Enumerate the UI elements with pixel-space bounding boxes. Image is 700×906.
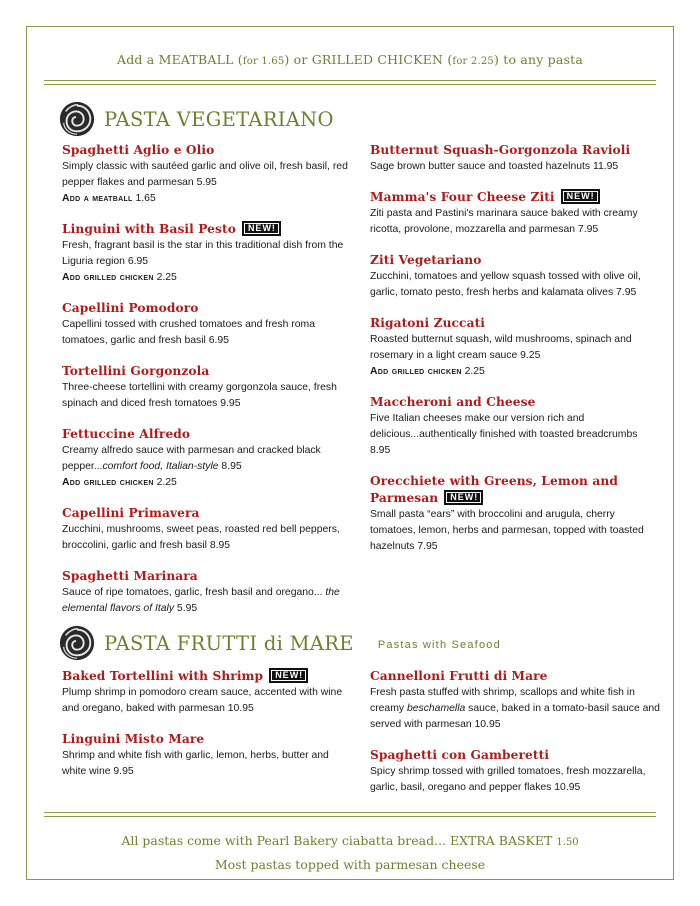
item-name-text: Spaghetti Marinara xyxy=(62,569,198,583)
item-name-text: Rigatoni Zuccati xyxy=(370,316,486,330)
addon-label: Add grilled chicken xyxy=(370,366,462,377)
addon-price: 2.25 xyxy=(156,272,177,283)
item-description: Capellini tossed with crushed tomatoes and fresh roma tomatoes, garlic and fresh basil 6.95 xyxy=(62,319,315,346)
add-on-note: Add a MEATBALL (for 1.65) or GRILLED CHICKEN (for 2.25) to any pasta xyxy=(116,52,584,67)
menu-item xyxy=(62,363,352,412)
item-name-text: Tortellini Gorgonzola xyxy=(62,364,210,378)
item-name xyxy=(62,363,352,380)
item-name xyxy=(370,473,660,507)
item-name xyxy=(62,221,352,238)
item-name-text: Cannelloni Frutti di Mare xyxy=(370,669,548,683)
desc-price: sauce, baked in a tomato-basil sauce and served with parmesan 10.95 xyxy=(370,703,660,730)
menu-item xyxy=(62,221,352,286)
desc-text: Creamy alfredo sauce with parmesan and cracked black pepper... xyxy=(62,445,321,472)
menu-item xyxy=(370,315,660,380)
item-description: Small pasta “ears” with broccolini and arugula, cherry tomatoes, lemon, herbs and parmesan, topped with toasted hazelnuts 7.95 xyxy=(370,509,644,552)
item-name-text: Ziti Vegetariano xyxy=(370,253,482,267)
item-name-text: Spaghetti con Gamberetti xyxy=(370,748,550,762)
item-description: Sage brown butter sauce and toasted hazelnuts 11.95 xyxy=(370,161,619,172)
section-subtitle: Pastas with Seafood xyxy=(377,639,501,651)
addon-label: Add a meatball xyxy=(62,193,133,204)
menu-item xyxy=(370,252,660,301)
item-description: Ziti pasta and Pastini's marinara sauce baked with creamy ricotta, provolone, mozzarella and parmesan 7.95 xyxy=(370,208,638,235)
menu-item xyxy=(62,505,352,554)
item-description: Spicy shrimp tossed with grilled tomatoes, fresh mozzarella, garlic, basil, oregano and pepper flakes 10.95 xyxy=(370,766,646,793)
desc-emphasis: the elemental flavors of Italy xyxy=(62,587,340,614)
addon-line xyxy=(370,364,660,380)
menu-item xyxy=(62,426,352,491)
menu-item xyxy=(370,668,660,733)
desc-text: Sauce of ripe tomatoes, garlic, fresh basil and oregano... xyxy=(62,587,326,598)
addon-line xyxy=(62,475,352,491)
item-name-text: Mamma's Four Cheese Ziti xyxy=(370,190,555,204)
desc-emphasis: beschamella xyxy=(406,703,466,714)
desc-price: 8.95 xyxy=(218,461,242,472)
item-name xyxy=(370,189,660,206)
item-name xyxy=(62,731,352,748)
divider-top xyxy=(44,80,656,85)
menu-item xyxy=(62,568,352,617)
item-name xyxy=(62,426,352,443)
menu-item xyxy=(62,668,352,717)
section-header-vegetariano xyxy=(58,100,334,138)
section-title: PASTA FRUTTI di MARE xyxy=(104,631,354,655)
item-name-text: Butternut Squash-Gorgonzola Ravioli xyxy=(370,143,631,157)
menu-item xyxy=(370,473,660,555)
new-badge: NEW! xyxy=(269,668,308,683)
swirl-logo-icon xyxy=(58,100,96,138)
footer-line-1: All pastas come with Pearl Bakery ciabatta bread... EXTRA BASKET 1.50 xyxy=(121,833,579,848)
item-name-text: Linguini with Basil Pesto xyxy=(62,222,236,236)
item-name xyxy=(62,142,352,159)
new-badge: NEW! xyxy=(444,490,483,505)
item-name xyxy=(62,668,352,685)
vegetariano-right-column xyxy=(370,142,660,569)
item-name xyxy=(370,668,660,685)
section-title: PASTA VEGETARIANO xyxy=(104,107,334,131)
item-description: Simply classic with sautéed garlic and olive oil, fresh basil, red pepper flakes and parmesan 5.95 xyxy=(62,161,348,188)
addon-label: Add grilled chicken xyxy=(62,272,154,283)
item-description xyxy=(62,443,352,475)
menu-item xyxy=(62,300,352,349)
divider-bottom xyxy=(44,812,656,817)
item-description: Three-cheese tortellini with creamy gorgonzola sauce, fresh spinach and diced fresh tomatoes 9.95 xyxy=(62,382,337,409)
menu-item xyxy=(62,142,352,207)
new-badge: NEW! xyxy=(561,189,600,204)
item-name xyxy=(62,300,352,317)
item-name xyxy=(370,315,660,332)
frutti-right-column xyxy=(370,668,660,810)
addon-price: 1.65 xyxy=(135,193,156,204)
item-name xyxy=(62,505,352,522)
menu-item xyxy=(370,394,660,459)
desc-text: Fresh pasta stuffed with shrimp, scallops and white fish in creamy xyxy=(370,687,635,714)
item-description: Roasted butternut squash, wild mushrooms, spinach and rosemary in a light cream sauce 9.25 xyxy=(370,334,632,361)
addon-line xyxy=(62,191,352,207)
item-name xyxy=(370,142,660,159)
new-badge: NEW! xyxy=(242,221,281,236)
item-name-text: Maccheroni and Cheese xyxy=(370,395,536,409)
item-description: Zucchini, tomatoes and yellow squash tossed with olive oil, garlic, tomato pesto, fresh herbs and kalamata olives 7.95 xyxy=(370,271,641,298)
addon-price: 2.25 xyxy=(156,477,177,488)
item-name xyxy=(370,252,660,269)
item-name-text: Baked Tortellini with Shrimp xyxy=(62,669,264,683)
addon-price: 2.25 xyxy=(464,366,485,377)
section-header-frutti xyxy=(58,624,501,662)
addon-label: Add grilled chicken xyxy=(62,477,154,488)
item-description: Plump shrimp in pomodoro cream sauce, accented with wine and oregano, baked with parmesan 10.95 xyxy=(62,687,343,714)
item-name xyxy=(370,394,660,411)
menu-item xyxy=(370,142,660,175)
menu-item xyxy=(370,189,660,238)
addon-line xyxy=(62,270,352,286)
item-description: Fresh, fragrant basil is the star in this traditional dish from the Liguria region 6.95 xyxy=(62,240,344,267)
item-description: Shrimp and white fish with garlic, lemon, herbs, butter and white wine 9.95 xyxy=(62,750,329,777)
item-description xyxy=(62,585,352,617)
frutti-left-column xyxy=(62,668,352,794)
item-name-text: Fettuccine Alfredo xyxy=(62,427,191,441)
menu-item xyxy=(62,731,352,780)
item-name-text: Spaghetti Aglio e Olio xyxy=(62,143,215,157)
item-name-text: Linguini Misto Mare xyxy=(62,732,205,746)
item-name xyxy=(62,568,352,585)
desc-emphasis: comfort food, Italian-style xyxy=(102,461,219,472)
swirl-logo-icon xyxy=(58,624,96,662)
item-description: Five Italian cheeses make our version rich and delicious...authentically finished with toasted breadcrumbs 8.95 xyxy=(370,413,638,456)
item-description: Zucchini, mushrooms, sweet peas, roasted red bell peppers, broccolini, garlic and fresh basil 8.95 xyxy=(62,524,340,551)
item-name-text: Capellini Primavera xyxy=(62,506,200,520)
footer-note xyxy=(0,830,700,876)
item-description xyxy=(370,685,660,733)
menu-item xyxy=(370,747,660,796)
item-name-text: Capellini Pomodoro xyxy=(62,301,199,315)
item-name xyxy=(370,747,660,764)
desc-price: 5.95 xyxy=(174,603,198,614)
footer-line-2: Most pastas topped with parmesan cheese xyxy=(214,857,486,872)
item-name-text: Orecchiete with Greens, Lemon and Parmesan xyxy=(370,474,618,505)
vegetariano-left-column xyxy=(62,142,352,631)
